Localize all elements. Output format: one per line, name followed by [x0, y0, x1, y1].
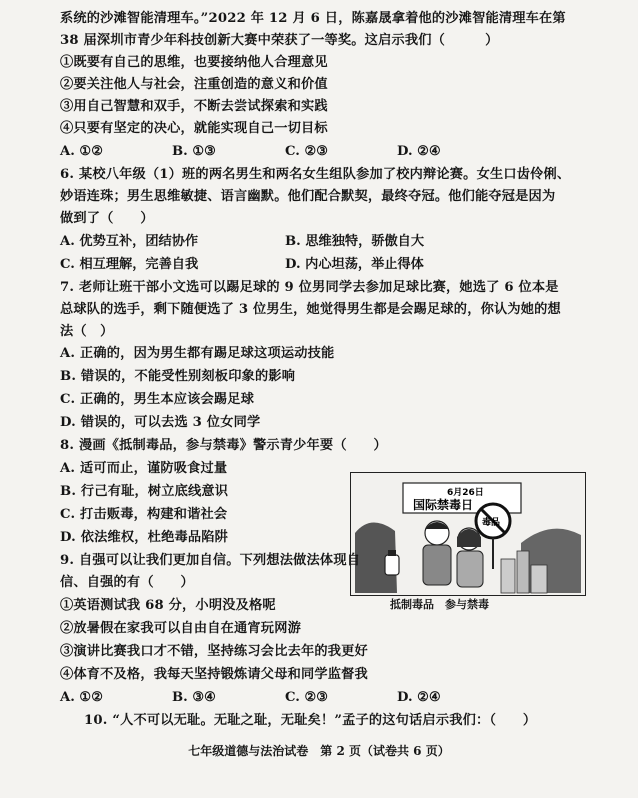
q6-option-d: D. 内心坦荡，举止得体	[285, 257, 424, 272]
q5-option-a: A. ①②	[60, 144, 104, 159]
cartoon-title: 国际禁毒日	[413, 498, 474, 512]
q8-option-c: C. 打击贩毒，构建和谐社会	[60, 507, 228, 522]
q5-item-4: ④只要有坚定的决心，就能实现自己一切目标	[60, 121, 328, 136]
q5-item-1: ①既要有自己的思维，也要接纳他人合理意见	[60, 55, 328, 70]
q9-line-1: 9. 自强可以让我们更加自信。下列想法做法体现自	[60, 553, 361, 568]
q6-line-1: 6. 某校八年级（1）班的两名男生和两名女生组队参加了校内辩论赛。女生口齿伶俐、	[60, 167, 571, 182]
q9-item-2: ②放暑假在家我可以自由自在通宵玩网游	[60, 621, 301, 636]
cartoon-caption: 抵制毒品 参与禁毒	[390, 598, 489, 611]
q5-item-2: ②要关注他人与社会，注重创造的意义和价值	[60, 77, 328, 92]
building-icon	[501, 559, 515, 593]
q9-option-d: D. ②④	[397, 690, 441, 705]
page-footer: 七年级道德与法治试卷 第 2 页（试卷共 6 页）	[188, 744, 450, 758]
drug-bottle-icon	[385, 555, 399, 575]
q10-line-1: 10. “人不可以无耻。无耻之耻，无耻矣！”孟子的这句话启示我们：（ ）	[84, 713, 537, 728]
cartoon-illustration	[351, 473, 585, 595]
q7-option-c: C. 正确的，男生本应该会踢足球	[60, 392, 255, 407]
q5-item-3: ③用自己智慧和双手，不断去尝试探索和实践	[60, 99, 328, 114]
q9-item-4: ④体育不及格，我每天坚持锻炼请父母和同学监督我	[60, 667, 368, 682]
q7-line-2: 总球队的选手，剩下随便选了 3 位男生，她觉得男生都是会踢足球的，你认为她的想	[60, 302, 561, 317]
q7-option-d: D. 错误的，可以去选 3 位女同学	[60, 415, 261, 430]
q8-line-1: 8. 漫画《抵制毒品，参与禁毒》警示青少年要（ ）	[60, 438, 387, 453]
q6-option-a: A. 优势互补，团结协作	[60, 234, 199, 249]
q9-option-b: B. ③④	[172, 690, 216, 705]
q8-option-a: A. 适可而止，谨防吸食过量	[60, 461, 228, 476]
anti-drug-cartoon	[350, 472, 586, 596]
q9-item-1: ①英语测试我 68 分，小明没及格呢	[60, 598, 276, 613]
q5-option-b: B. ①③	[172, 144, 216, 159]
q5-option-c: C. ②③	[285, 144, 329, 159]
sign-text: 毒品	[482, 518, 501, 528]
q5-line-2: 38 届深圳市青少年科技创新大赛中荣获了一等奖。这启示我们（ ）	[60, 33, 499, 48]
q8-option-b: B. 行己有耻，树立底线意识	[60, 484, 229, 499]
q7-option-a: A. 正确的，因为男生都有踢足球这项运动技能	[60, 346, 335, 361]
q9-item-3: ③演讲比赛我口才不错，坚持练习会比去年的我更好	[60, 644, 368, 659]
q7-line-3: 法（ ）	[60, 324, 114, 339]
q8-option-d: D. 依法维权，杜绝毒品陷阱	[60, 530, 229, 545]
q9-option-c: C. ②③	[285, 690, 329, 705]
q5-option-d: D. ②④	[397, 144, 441, 159]
q9-option-a: A. ①②	[60, 690, 104, 705]
q6-line-3: 做到了（ ）	[60, 211, 154, 226]
q5-line-1: 系统的沙滩智能清理车。”2022 年 12 月 6 日，陈嘉晟拿着他的沙滩智能清理车在第	[60, 11, 566, 26]
q7-option-b: B. 错误的，不能受性别刻板印象的影响	[60, 369, 296, 384]
cartoon-date: 6月26日	[447, 488, 484, 498]
q6-line-2: 妙语连珠；男生思维敏捷、语言幽默。他们配合默契，最终夺冠。他们能夺冠是因为	[60, 189, 556, 204]
q7-line-1: 7. 老师让班干部小文选可以踢足球的 9 位男同学去参加足球比赛，她选了 6 位本是	[60, 280, 559, 295]
q6-option-c: C. 相互理解，完善自我	[60, 257, 199, 272]
q6-option-b: B. 思维独特，骄傲自大	[285, 234, 425, 249]
q9-line-2: 信、自强的有（ ）	[60, 575, 194, 590]
